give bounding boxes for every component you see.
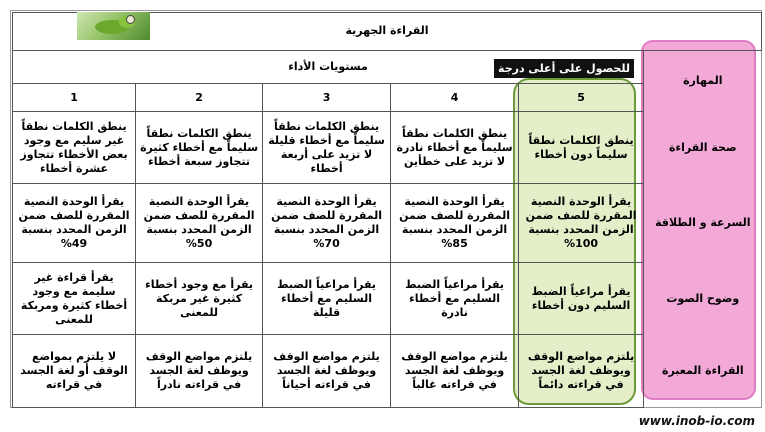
cell: ينطق الكلمات نطقاً سليماً مع أخطاء قليلة لا تزيد على أربعة أخطاء xyxy=(263,111,391,183)
skill-expressive-reading: القراءة المعبرة xyxy=(661,364,744,378)
cell: يقرأ الوحدة النصية المقررة للصف ضمن الزمن المحدد بنسبة 70% xyxy=(263,184,391,263)
cell: يقرأ الوحدة النصية المقررة للصف ضمن الزمن المحدد بنسبة 100% xyxy=(519,184,644,263)
level-5: 5 xyxy=(519,84,644,112)
cell: ينطق الكلمات نطقاً سليماً مع أخطاء كثيرة تتجاوز سبعة أخطاء xyxy=(136,111,263,183)
cell: يقرأ الوحدة النصية المقررة للصف ضمن الزمن المحدد بنسبة 50% xyxy=(136,184,263,263)
level-4: 4 xyxy=(391,84,519,112)
cell: يقرأ الوحدة النصية المقررة للصف ضمن الزمن المحدد بنسبة 49% xyxy=(13,184,136,263)
cell: يقرأ مراعياً الضبط السليم مع أخطاء قليلة xyxy=(263,263,391,335)
cell: يقرأ الوحدة النصية المقررة للصف ضمن الزمن المحدد بنسبة 85% xyxy=(391,184,519,263)
level-3: 3 xyxy=(263,84,391,112)
cell: يقرأ مراعياً الضبط السليم مع أخطاء نادرة xyxy=(391,263,519,335)
cell: يلتزم مواضع الوقف ويوظف لغة الجسد في قراءته غالباً xyxy=(391,335,519,408)
cell: يقرأ مراعياً الضبط السليم دون أخطاء xyxy=(519,263,644,335)
skill-reading-accuracy: صحة القراءة xyxy=(669,140,737,154)
reading-rubric-table xyxy=(12,12,762,408)
skill-speed-fluency: السرعة و الطلاقة xyxy=(655,216,751,230)
level-2: 2 xyxy=(136,84,263,112)
levels-header: مستويات الأداء xyxy=(13,50,644,84)
table-title: القراءة الجهرية xyxy=(13,13,762,51)
cell: ينطق الكلمات نطقاً سليماً دون أخطاء xyxy=(519,111,644,183)
highest-grade-callout: للحصول على أعلى درجة xyxy=(494,59,634,78)
footer-url: www.inob-io.com xyxy=(638,414,755,428)
cell: لا يلتزم بمواضع الوقف أو لغة الجسد في قراءته xyxy=(13,335,136,408)
cell: يلتزم مواضع الوقف ويوظف لغة الجسد في قراءته دائماً xyxy=(519,335,644,408)
skill-voice-clarity: وضوح الصوت xyxy=(666,291,740,305)
level-1: 1 xyxy=(13,84,136,112)
cell: يقرأ مع وجود أخطاء كثيرة غير مربكة للمعنى xyxy=(136,263,263,335)
cell: يلتزم مواضع الوقف ويوظف لغة الجسد في قراءته أحياناً xyxy=(263,335,391,408)
cell: ينطق الكلمات نطقاً غير سليم مع وجود بعض الأخطاء تتجاوز عشرة أخطاء xyxy=(13,111,136,183)
frog-image xyxy=(77,12,150,40)
skill-header: المهارة xyxy=(683,74,723,88)
cell: ينطق الكلمات نطقاً سليماً مع أخطاء نادرة لا تزيد على خطأين xyxy=(391,111,519,183)
cell: يقرأ قراءة غير سليمة مع وجود أخطاء كثيرة ومربكة للمعنى xyxy=(13,263,136,335)
frog-eye-shape xyxy=(126,15,135,24)
cell: يلتزم مواضع الوقف ويوظف لغة الجسد في قراءته نادراً xyxy=(136,335,263,408)
